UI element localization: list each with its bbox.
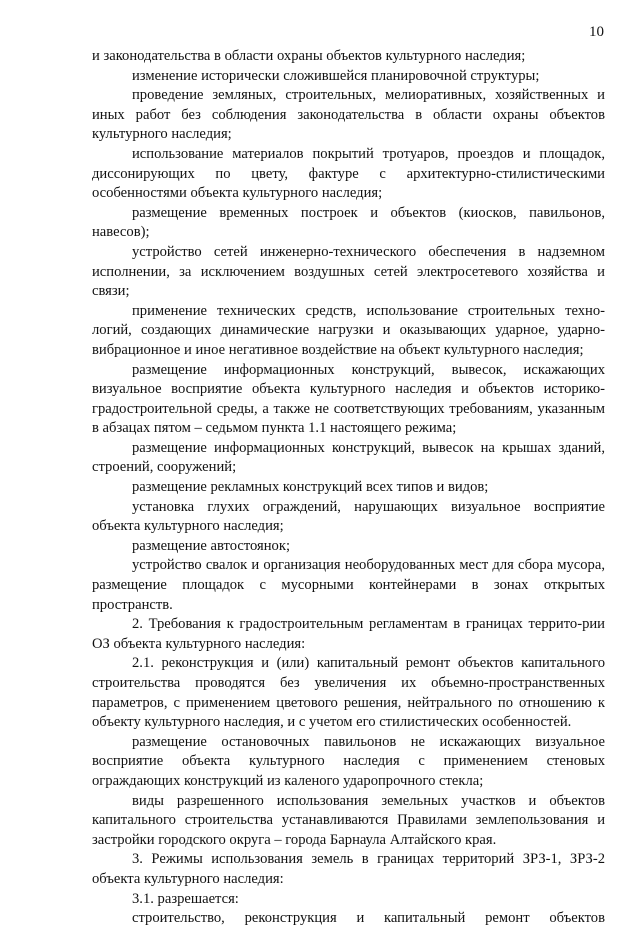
paragraph-temporary-structures: размещение временных построек и объектов (киосков, павильонов, навесов);	[92, 204, 605, 241]
paragraph-earthworks: проведение земляных, строительных, мелиоративных, хозяйственных и иных работ без соблюдения законодательства в области охраны объектов культурного наследия;	[92, 87, 605, 143]
paragraph-advertising-structures: размещение рекламных конструкций всех типов и видов;	[132, 479, 489, 496]
section-2-1: 2.1. реконструкция и (или) капитальный ремонт объектов капитального строительства проводятся без увеличения их объемно-пространственных параметров, с применением цветового решения, нейтрального по отношению к объекту культурного наследия, и с учетом его стилистических особенностей.	[92, 655, 605, 731]
page-number: 10	[589, 24, 604, 40]
paragraph-parking: размещение автостоянок;	[132, 537, 291, 554]
section-2-heading: 2. Требования к градостроительным регламентам в границах террито-рии ОЗ объекта культурного наследия:	[92, 616, 605, 652]
paragraph-solid-fences: установка глухих ограждений, нарушающих визуальное восприятие объекта культурного наследия;	[92, 498, 605, 535]
document-body	[92, 47, 605, 929]
section-3-heading: 3. Режимы использования земель в границах территорий ЗРЗ-1, ЗРЗ-2 объекта культурного наследия:	[92, 851, 605, 887]
paragraph-roof-signage: размещение информационных конструкций, вывесок на крышах зданий, строений, сооружений;	[92, 439, 605, 476]
paragraph-technical-means: применение технических средств, использование строительных техно-логий, создающих динамические нагрузки и оказывающих ударное, ударно-вибрационное и иное негативное воздействие на объект культурного наследия;	[92, 302, 605, 358]
paragraph-historic-structure-change: изменение исторически сложившейся планировочной структуры;	[132, 67, 540, 84]
paragraph-paving-materials: использование материалов покрытий тротуаров, проездов и площадок, диссонирующих по цвету, фактуре с архитектурно-стилистическими особенностями объекта культурного наследия;	[92, 145, 605, 202]
paragraph-legislation-continuation: и законодательства в области охраны объектов культурного наследия;	[92, 48, 526, 64]
paragraph-permitted-use: виды разрешенного использования земельных участков и объектов капитального строительства устанавливаются Правилами землепользования и застройки городского округа – города Барнаула Алтайского края.	[92, 792, 605, 848]
paragraph-dumps: устройство свалок и организация необорудованных мест для сбора мусора, размещение площадок с мусорными контейнерами в зонах открытых пространств.	[92, 557, 605, 613]
paragraph-overhead-networks: устройство сетей инженерно-технического обеспечения в надземном исполнении, за исключением воздушных сетей электросетевого хозяйства и связи;	[92, 243, 605, 300]
paragraph-construction: строительство, реконструкция и капитальный ремонт объектов	[132, 910, 605, 927]
paragraph-information-structures: размещение информационных конструкций, вывесок, искажающих визуальное восприятие объекта культурного наследия и объектов историко-градостроительной среды, а также не соответствующих требованиям, указанным в абзацах пятом – седьмом пункта 1.1 настоящего режима;	[92, 361, 605, 437]
paragraph-bus-stops: размещение остановочных павильонов не искажающих визуальное восприятие объекта культурного наследия с применением стеновых ограждающих конструкций из каленого ударопрочного стекла;	[92, 733, 605, 789]
section-3-1: 3.1. разрешается:	[132, 890, 239, 907]
